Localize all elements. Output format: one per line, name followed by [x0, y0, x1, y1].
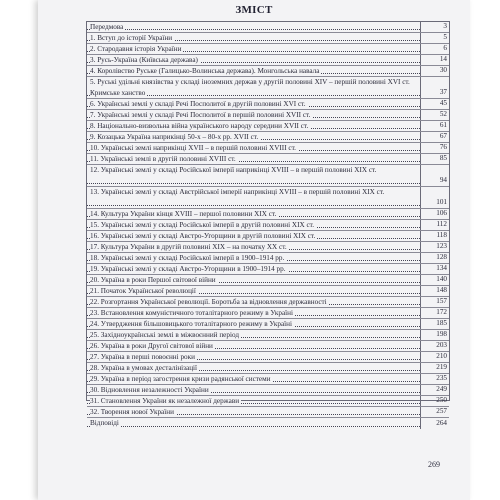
- toc-entry-page: 210: [436, 352, 447, 360]
- toc-entry-page: 45: [439, 99, 447, 107]
- toc-row: [87, 154, 449, 165]
- toc-row: [87, 407, 449, 418]
- toc-row: [87, 121, 449, 132]
- toc-entry-text: 17. Культура України в другій половині XIX – на початку XX ст.: [90, 243, 287, 251]
- toc-entry-title: [87, 121, 421, 131]
- toc-entry-page: 185: [436, 319, 447, 327]
- toc-row: [87, 132, 449, 143]
- toc-row: [87, 363, 449, 374]
- toc-entry-page: 6: [443, 44, 447, 52]
- toc-entry-title: [87, 319, 421, 329]
- table-of-contents: [86, 21, 450, 427]
- toc-entry-page: 250: [436, 396, 447, 404]
- toc-entry-text: 19. Українські землі у складі Австро-Угорщини в 1900–1914 рр.: [90, 265, 286, 273]
- toc-entry-page: 67: [439, 132, 447, 140]
- toc-row: [87, 99, 449, 110]
- toc-entry-title: [87, 66, 421, 76]
- toc-entry-page: 123: [436, 242, 447, 250]
- toc-entry-title: [87, 242, 421, 252]
- toc-entry-page: 37: [439, 88, 447, 96]
- toc-entry-title: [87, 308, 421, 318]
- toc-row: [87, 264, 449, 275]
- toc-entry-title: [87, 275, 421, 285]
- toc-row: [87, 418, 449, 429]
- toc-entry-page: 235: [436, 374, 447, 382]
- toc-row: [87, 341, 449, 352]
- toc-row: [87, 66, 449, 77]
- page-title: ЗМІСТ: [235, 4, 273, 16]
- toc-entry-title: [87, 33, 421, 43]
- toc-row: [87, 209, 449, 220]
- toc-row: [87, 253, 449, 264]
- toc-entry-title: [87, 264, 421, 274]
- toc-entry-title: [87, 363, 421, 373]
- toc-entry-page: 76: [439, 143, 447, 151]
- dot-leader: [87, 183, 420, 184]
- toc-entry-text: 2. Стародавня історія України: [90, 45, 182, 53]
- toc-entry-page: 128: [436, 253, 447, 261]
- toc-entry-page: 52: [439, 110, 447, 118]
- toc-entry-page: 106: [436, 209, 447, 217]
- toc-row: [87, 143, 449, 154]
- toc-entry-page: 14: [439, 55, 447, 63]
- toc-entry-title: [87, 154, 421, 164]
- toc-entry-text: 15. Українські землі у складі Російської імперії в другій половині XIX ст.: [90, 221, 315, 229]
- toc-entry-text: 12. Українські землі у складі Російської імперії наприкінці XVIII – в першій половині XIX ст.: [90, 166, 377, 174]
- toc-entry-page: 5: [443, 33, 447, 41]
- toc-entry-page: 148: [436, 286, 447, 294]
- toc-entry-title: [87, 165, 421, 186]
- toc-entry-page: 118: [436, 231, 447, 239]
- toc-entry-title: [87, 231, 421, 241]
- toc-entry-page: 61: [439, 121, 447, 129]
- toc-entry-title: [87, 341, 421, 351]
- dot-leader: [87, 205, 420, 206]
- toc-entry-title: [87, 407, 421, 417]
- toc-entry-text: 30. Відновлення незалежності України: [90, 386, 209, 394]
- toc-entry-text: 28. Україна в умовах десталінізації: [90, 364, 198, 372]
- toc-entry-title: [87, 99, 421, 109]
- toc-entry-page: 85: [439, 154, 447, 162]
- toc-entry-text: 26. Україна в роки Другої світової війни: [90, 342, 213, 350]
- toc-entry-title: [87, 22, 421, 32]
- toc-entry-page: 198: [436, 330, 447, 338]
- toc-entry-text: 29. Україна в період загострення кризи радянської системи: [90, 375, 271, 383]
- toc-row: [87, 22, 449, 33]
- toc-entry-title: [87, 209, 421, 219]
- toc-entry-text: 27. Україна в перші повоєнні роки: [90, 353, 195, 361]
- toc-row: [87, 396, 449, 407]
- toc-row: [87, 319, 449, 330]
- toc-entry-text: 32. Творення нової України: [90, 408, 174, 416]
- page-number: 269: [428, 460, 440, 469]
- toc-row: [87, 275, 449, 286]
- toc-row: [87, 165, 449, 187]
- toc-entry-text: 1. Вступ до історії України: [90, 34, 173, 42]
- toc-entry-title: [87, 132, 421, 142]
- toc-row: [87, 297, 449, 308]
- toc-entry-page: 3: [443, 22, 447, 30]
- toc-entry-text: 4. Королівство Руське (Галицько-Волинська держава). Монгольська навала: [90, 67, 320, 75]
- toc-row: [87, 385, 449, 396]
- toc-entry-page: 249: [436, 385, 447, 393]
- toc-entry-text: 3. Русь-Україна (Київська держава): [90, 56, 198, 64]
- toc-entry-text: 8. Національно-визвольна війна українського народу середини XVII ст.: [90, 122, 309, 130]
- toc-entry-page: 112: [436, 220, 447, 228]
- toc-row: [87, 110, 449, 121]
- toc-entry-text: 13. Українські землі у складі Австрійської імперії наприкінці XVIII – в першій половині XIX ст.: [90, 188, 385, 196]
- toc-entry-page: 157: [436, 297, 447, 305]
- toc-entry-title: [87, 330, 421, 340]
- toc-row: [87, 286, 449, 297]
- toc-entry-page: 101: [436, 198, 447, 206]
- toc-entry-page: 30: [439, 66, 447, 74]
- toc-row: [87, 220, 449, 231]
- toc-row: [87, 44, 449, 55]
- toc-entry-page: 134: [436, 264, 447, 272]
- toc-entry-text: 21. Початок Української революції: [90, 287, 196, 295]
- toc-entry-text: 16. Українські землі у складі Австро-Угорщини в другій половині XIX ст.: [90, 232, 316, 240]
- toc-entry-text: 31. Становлення України як незалежної держави: [90, 397, 240, 405]
- toc-entry-text: 10. Українські землі наприкінці XVII – в першій половині XVIII ст.: [90, 144, 296, 152]
- toc-entry-text: 23. Встановлення комуністичного тоталітарного режиму в Україні: [90, 309, 293, 317]
- toc-entry-title: [87, 44, 421, 54]
- toc-entry-page: 257: [436, 407, 447, 415]
- book-page: [38, 0, 470, 500]
- toc-entry-page: 219: [436, 363, 447, 371]
- toc-entry-text: 25. Західноукраїнські землі в міжвоєнний період: [90, 331, 239, 339]
- toc-entry-text: Передмова: [90, 23, 124, 31]
- toc-entry-title: [87, 396, 421, 406]
- toc-entry-title: [87, 297, 421, 307]
- toc-entry-page: 203: [436, 341, 447, 349]
- toc-entry-text: 22. Розгортання Української революції. Боротьба за відновлення державності: [90, 298, 327, 306]
- toc-entry-title: [87, 187, 421, 208]
- toc-entry-title: [87, 110, 421, 120]
- toc-entry-title: [87, 374, 421, 384]
- toc-entry-title: [87, 143, 421, 153]
- toc-entry-title: [87, 418, 421, 429]
- toc-entry-title: [87, 385, 421, 395]
- toc-entry-text: 14. Культура України кінця XVIII – першої половини XIX ст.: [90, 210, 277, 218]
- toc-entry-page: 264: [436, 419, 447, 427]
- toc-entry-text: 5. Руські удільні князівства у складі іноземних держав у другій половині XIV – першій половині XVI ст. Кримське ханство: [90, 78, 410, 97]
- toc-entry-page: 94: [439, 176, 447, 184]
- toc-row: [87, 231, 449, 242]
- toc-entry-text: 24. Утвердження більшовицького тоталітарного режиму в Україні: [90, 320, 292, 328]
- toc-entry-title: [87, 253, 421, 263]
- toc-entry-text: 7. Українські землі у складі Речі Посполитої в першій половині XVII ст.: [90, 111, 311, 119]
- toc-entry-title: [87, 286, 421, 296]
- toc-row: [87, 308, 449, 319]
- toc-entry-text: 11. Українські землі в другій половині XVIII ст.: [90, 155, 236, 163]
- toc-row: [87, 374, 449, 385]
- toc-row: [87, 77, 449, 99]
- toc-entry-title: [87, 220, 421, 230]
- toc-entry-text: 18. Українські землі у складі Російської імперії в 1900–1914 рр.: [90, 254, 285, 262]
- dot-leader: [87, 29, 420, 30]
- toc-row: [87, 330, 449, 341]
- toc-entry-title: [87, 352, 421, 362]
- toc-row: [87, 187, 449, 209]
- toc-entry-text: 9. Козацька Україна наприкінці 50-х – 80-х рр. XVII ст.: [90, 133, 259, 141]
- toc-row: [87, 352, 449, 363]
- toc-entry-page: 172: [436, 308, 447, 316]
- toc-entry-title: [87, 77, 421, 98]
- toc-entry-text: Відповіді: [90, 419, 119, 427]
- toc-entry-text: 20. Україна в роки Першої світової війни: [90, 276, 216, 284]
- toc-entry-title: [87, 55, 421, 65]
- dot-leader: [87, 426, 420, 427]
- toc-row: [87, 242, 449, 253]
- toc-row: [87, 55, 449, 66]
- toc-entry-text: 6. Українські землі у складі Речі Посполитої в другій половині XVI ст.: [90, 100, 306, 108]
- toc-entry-page: 140: [436, 275, 447, 283]
- toc-row: [87, 33, 449, 44]
